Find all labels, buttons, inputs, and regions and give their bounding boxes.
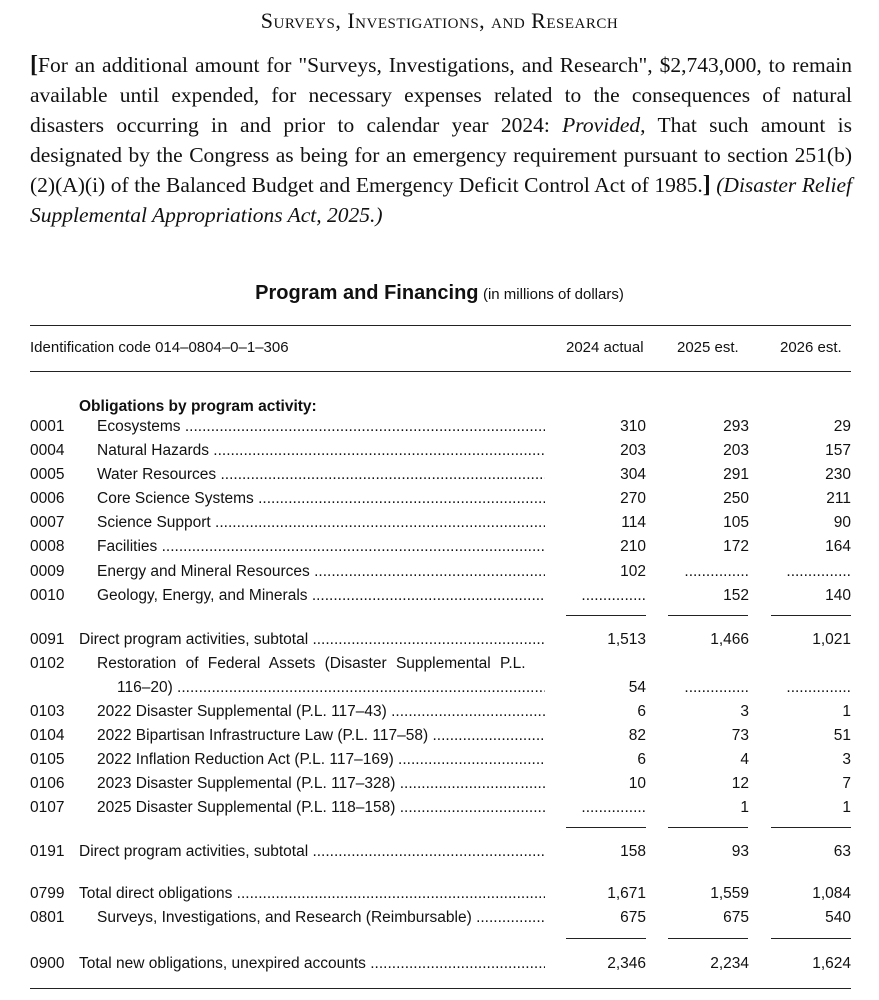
row-value-2024: 270	[620, 490, 646, 507]
col-2026-header: 2026 est.	[780, 339, 842, 356]
table-row	[0, 727, 879, 751]
row-value-2024: 82	[628, 727, 646, 744]
table-row	[0, 490, 879, 514]
row-code: 0103	[30, 703, 65, 720]
row-value-2024: ...............	[581, 587, 646, 604]
table-row-continued	[0, 679, 879, 703]
row-label: 2022 Inflation Reduction Act (P.L. 117–169) .....	[97, 751, 545, 769]
row-label: Total direct obligations .....	[79, 885, 545, 903]
subtotal-rule	[668, 938, 748, 939]
row-label: Water Resources .....	[97, 466, 545, 484]
bracket-close: ]	[702, 172, 711, 198]
table-title-sub: (in millions of dollars)	[482, 286, 624, 303]
subtotal-rule	[771, 827, 851, 828]
row-value-2025: 291	[723, 466, 749, 483]
row-value-2025: 675	[723, 909, 749, 926]
table-top-rule	[30, 325, 851, 326]
row-value-2025: 172	[723, 538, 749, 555]
page-heading: Surveys, Investigations, and Research	[260, 8, 619, 33]
row-value-2025: 2,234	[710, 955, 749, 972]
row-value-2024: 6	[637, 703, 646, 720]
row-code: 0008	[30, 538, 65, 555]
row-label: Geology, Energy, and Minerals .....	[97, 587, 545, 605]
row-value-2024: 1,513	[607, 631, 646, 648]
table-row	[0, 775, 879, 799]
table-row	[0, 442, 879, 466]
row-value-2025: 4	[740, 751, 749, 768]
row-code: 0105	[30, 751, 65, 768]
row-value-2026: 1,021	[812, 631, 851, 648]
row-value-2026: 51	[833, 727, 851, 744]
row-value-2024: 158	[620, 843, 646, 860]
row-value-2024: 310	[620, 418, 646, 435]
row-label: Ecosystems .....	[97, 418, 545, 436]
row-value-2025: ...............	[684, 563, 749, 580]
row-value-2026: ...............	[786, 679, 851, 696]
subtotal-rule	[566, 827, 646, 828]
row-code: 0009	[30, 563, 65, 580]
table-row	[0, 587, 879, 611]
table-row	[0, 955, 879, 979]
paragraph-provided: Provided,	[562, 113, 646, 137]
row-value-2024: 210	[620, 538, 646, 555]
row-label: Core Science Systems .....	[97, 490, 545, 508]
row-code: 0010	[30, 587, 65, 604]
col-2024-header: 2024 actual	[566, 339, 644, 356]
row-code: 0102	[30, 655, 65, 672]
row-value-2026: 1	[842, 799, 851, 816]
subtotal-rule	[668, 827, 748, 828]
row-value-2026: 211	[826, 490, 851, 507]
row-value-2024: 6	[637, 751, 646, 768]
table-row	[0, 703, 879, 727]
row-value-2024: 675	[620, 909, 646, 926]
bracket-open: [	[30, 52, 38, 78]
table-bottom-rule	[30, 988, 851, 989]
row-value-2025: 105	[723, 514, 749, 531]
row-value-2026: 157	[825, 442, 851, 459]
section-heading: Obligations by program activity:	[79, 398, 317, 415]
row-value-2026: 1,624	[812, 955, 851, 972]
row-code: 0107	[30, 799, 65, 816]
row-label: Direct program activities, subtotal .....	[79, 631, 545, 649]
subtotal-rule	[668, 615, 748, 616]
row-code: 0007	[30, 514, 65, 531]
row-value-2024: 304	[620, 466, 646, 483]
row-label: Energy and Mineral Resources .....	[97, 563, 545, 581]
row-code: 0091	[30, 631, 65, 648]
row-value-2024: 203	[620, 442, 646, 459]
row-value-2026: 1,084	[812, 885, 851, 902]
table-row	[0, 563, 879, 587]
row-label: Surveys, Investigations, and Research (Reimbursable) .....	[97, 909, 545, 927]
row-code: 0005	[30, 466, 65, 483]
row-value-2026: ...............	[786, 563, 851, 580]
paragraph-text-1: For an additional amount for "Surveys, Investigations, and Research", $2,743,000, to remain available until expended, for necessary expenses related to the consequences of natural disasters occurring in and prior to calendar year 2024:	[30, 53, 852, 137]
table-row	[0, 751, 879, 775]
table-row	[0, 466, 879, 490]
subtotal-rule	[566, 938, 646, 939]
row-value-2025: 1,466	[710, 631, 749, 648]
appropriation-paragraph	[30, 50, 852, 230]
row-label-line-1: Restoration of Federal Assets (Disaster Supplemental P.L.	[97, 655, 526, 672]
row-value-2026: 230	[825, 466, 851, 483]
row-value-2024: ...............	[581, 799, 646, 816]
row-code: 0104	[30, 727, 65, 744]
table-row	[0, 418, 879, 442]
row-value-2025: 152	[723, 587, 749, 604]
table-row	[0, 843, 879, 867]
row-label: Natural Hazards .....	[97, 442, 545, 460]
table-row	[0, 538, 879, 562]
table-title	[0, 282, 879, 305]
row-value-2026: 164	[825, 538, 851, 555]
row-value-2025: 93	[731, 843, 749, 860]
row-value-2024: 2,346	[607, 955, 646, 972]
row-label: 2022 Bipartisan Infrastructure Law (P.L. 117–58) .....	[97, 727, 545, 745]
subtotal-rule	[566, 615, 646, 616]
table-row	[0, 631, 879, 655]
table-title-main: Program and Financing	[255, 282, 479, 304]
row-value-2025: 3	[740, 703, 749, 720]
row-value-2026: 63	[833, 843, 851, 860]
row-code: 0001	[30, 418, 65, 435]
row-label: Facilities .....	[97, 538, 545, 556]
row-code: 0004	[30, 442, 65, 459]
row-label: Science Support .....	[97, 514, 545, 532]
row-label: 2022 Disaster Supplemental (P.L. 117–43) .....	[97, 703, 545, 721]
row-value-2025: 12	[731, 775, 749, 792]
row-value-2024: 114	[621, 514, 646, 531]
row-value-2025: 1,559	[710, 885, 749, 902]
row-value-2026: 3	[842, 751, 851, 768]
row-value-2025: 73	[731, 727, 749, 744]
paragraph-text-2: That such amount is designated by the Congress as being for an emergency requirement pursuant to section 251(b)(2)(A)(i) of the Balanced Budget and Emergency Deficit Control Act of 1985.	[30, 113, 852, 197]
header-bottom-rule	[30, 371, 851, 372]
row-code: 0801	[30, 909, 65, 926]
subtotal-rule	[771, 938, 851, 939]
row-value-2026: 1	[842, 703, 851, 720]
row-value-2024: 54	[628, 679, 646, 696]
table-row	[0, 514, 879, 538]
row-value-2025: 1	[740, 799, 749, 816]
row-value-2026: 90	[833, 514, 851, 531]
subtotal-rule	[771, 615, 851, 616]
table-row	[0, 655, 879, 679]
row-code: 0799	[30, 885, 65, 902]
table-row	[0, 909, 879, 933]
row-value-2026: 7	[842, 775, 851, 792]
paragraph-citation: (Disaster Relief Supplemental Appropriations Act, 2025.)	[30, 173, 852, 227]
row-value-2025: 293	[723, 418, 749, 435]
row-label: Direct program activities, subtotal .....	[79, 843, 545, 861]
table-row	[0, 885, 879, 909]
row-value-2024: 10	[628, 775, 646, 792]
row-value-2026: 29	[833, 418, 851, 435]
col-2025-header: 2025 est.	[677, 339, 739, 356]
row-value-2026: 540	[825, 909, 851, 926]
row-code: 0106	[30, 775, 65, 792]
row-label: 2025 Disaster Supplemental (P.L. 118–158) .....	[97, 799, 545, 817]
row-value-2025: 203	[723, 442, 749, 459]
row-code: 0900	[30, 955, 65, 972]
row-value-2025: ...............	[684, 679, 749, 696]
row-value-2024: 102	[620, 563, 646, 580]
table-row	[0, 799, 879, 823]
row-value-2026: 140	[825, 587, 851, 604]
row-value-2024: 1,671	[607, 885, 646, 902]
row-label-line-2: 116–20) .....	[117, 679, 545, 697]
row-code: 0006	[30, 490, 65, 507]
row-label: Total new obligations, unexpired accounts .....	[79, 955, 545, 973]
id-code-header: Identification code 014–0804–0–1–306	[30, 339, 289, 356]
row-code: 0191	[30, 843, 65, 860]
row-label: 2023 Disaster Supplemental (P.L. 117–328) .....	[97, 775, 545, 793]
row-value-2025: 250	[723, 490, 749, 507]
